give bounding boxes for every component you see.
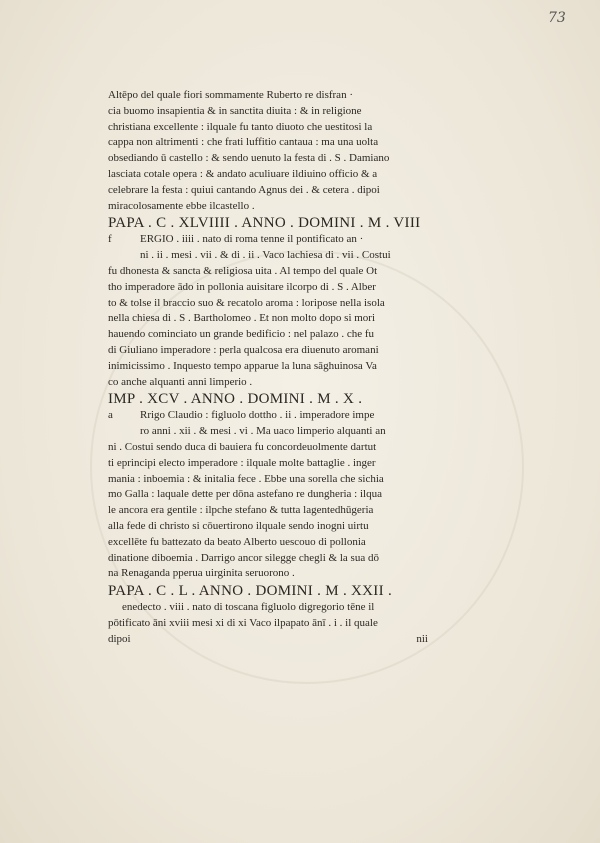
text-line: co anche alquanti anni limperio . xyxy=(108,375,253,388)
initial-guide-letter: f xyxy=(108,233,112,246)
text-line: obsediando ū castello : & sendo uenuto la festa di . S . Damiano xyxy=(108,152,390,165)
text-line: inimicissimo . Inquesto tempo apparue la luna sāghuinosa Va xyxy=(108,359,377,372)
text-line: le ancora era gentile : ilpche stefano & tutta lagentedhūgeria xyxy=(108,504,374,517)
text-line: ti eprincipi electo imperadore : ilquale molte battaglie . inger xyxy=(108,456,376,469)
text-column xyxy=(108,88,478,648)
folio-number: 73 xyxy=(548,10,566,26)
text-line: pōtificato āni xviii mesi xi di xi Vaco ilpapato ānī . i . il quale xyxy=(108,616,378,629)
text-line: di Giuliano imperadore : perla qualcosa era diuenuto aromani xyxy=(108,343,379,356)
text-line: mania : inboemia : & initalia fece . Ebbe una sorella che sichia xyxy=(108,472,384,485)
text-line: lasciata cotale opera : & andato aculiuare ildiuino officio & a xyxy=(108,167,378,180)
text-line: celebrare la festa : quiui cantando Agnus dei . & cetera . dipoi xyxy=(108,183,380,196)
text-line: miracolosamente ebbe ilcastello . xyxy=(108,199,255,212)
text-line: ni . Costui sendo duca di bauiera fu concordeuolmente dartut xyxy=(108,440,377,453)
paragraph-arrigo xyxy=(108,408,478,582)
text-line: fu dhonesta & sancta & religiosa uita . Al tempo del quale Ot xyxy=(108,264,378,277)
text-line: enedecto . viii . nato di toscana figluolo digregorio tēne il xyxy=(122,601,375,614)
text-line: hauendo cominciato un grande bedificio : nel palazo . che fu xyxy=(108,328,375,341)
text-line: alla fede di christo si cōuertirono ilquale sendo inogni uirtu xyxy=(108,519,369,532)
text-line: to & tolse il braccio suo & recatolo aroma : loripose nella isola xyxy=(108,296,385,309)
catchword-left: dipoi xyxy=(108,632,131,645)
first-line: Rrigo Claudio : figluolo dottho . ii . imperadore impe xyxy=(140,409,375,422)
text-line: na Renaganda pperua uirginita seruorono . xyxy=(108,567,295,580)
paragraph-sergio xyxy=(108,232,478,390)
text-line: cia buomo insapientia & in sanctita diuita : & in religione xyxy=(108,104,362,117)
heading-papa-cl: PAPA . C . L . ANNO . DOMINI . M . XXII . xyxy=(108,583,392,600)
text-line: tho imperadore ādo in pollonia auisitare ilcorpo di . S . Alber xyxy=(108,280,376,293)
first-line: ERGIO . iiii . nato di roma tenne il pontificato an · xyxy=(140,233,364,246)
catchword-line xyxy=(108,632,428,648)
text-line xyxy=(108,232,478,248)
text-line: ro anni . xii . & mesi . vi . Ma uaco limperio alquanti an xyxy=(140,425,386,438)
text-line: nella chiesa di . S . Bartholomeo . Et non molto dopo si mori xyxy=(108,312,376,325)
heading-imp-xcv: IMP . XCV . ANNO . DOMINI . M . X . xyxy=(108,391,363,408)
text-line: cappa non altrimenti : che frati luffitio cantaua : ma una uolta xyxy=(108,136,379,149)
text-line: excellēte fu battezato da beato Alberto uescouo di pollonia xyxy=(108,535,366,548)
paragraph-benedecto xyxy=(108,600,478,647)
initial-guide-letter: a xyxy=(108,409,113,422)
heading-papa-cxlviiii: PAPA . C . XLVIIII . ANNO . DOMINI . M . VIII xyxy=(108,215,421,232)
signature-mark: nii xyxy=(416,632,428,645)
text-line: christiana excellente : ilquale fu tanto diuoto che uestitosi la xyxy=(108,120,373,133)
paragraph-ruberto xyxy=(108,88,478,214)
text-line: dinatione diboemia . Darrigo ancor silegge chegli & la sua dō xyxy=(108,551,379,564)
text-line: ni . ii . mesi . vii . & di . ii . Vaco lachiesa di . vii . Costui xyxy=(140,249,391,262)
text-line xyxy=(108,408,478,424)
text-line: mo Galla : laquale dette per dōna astefano re dungheria : ilqua xyxy=(108,488,382,501)
text-line: Altēpo del quale fiori sommamente Ruberto re disfran · xyxy=(108,89,353,101)
